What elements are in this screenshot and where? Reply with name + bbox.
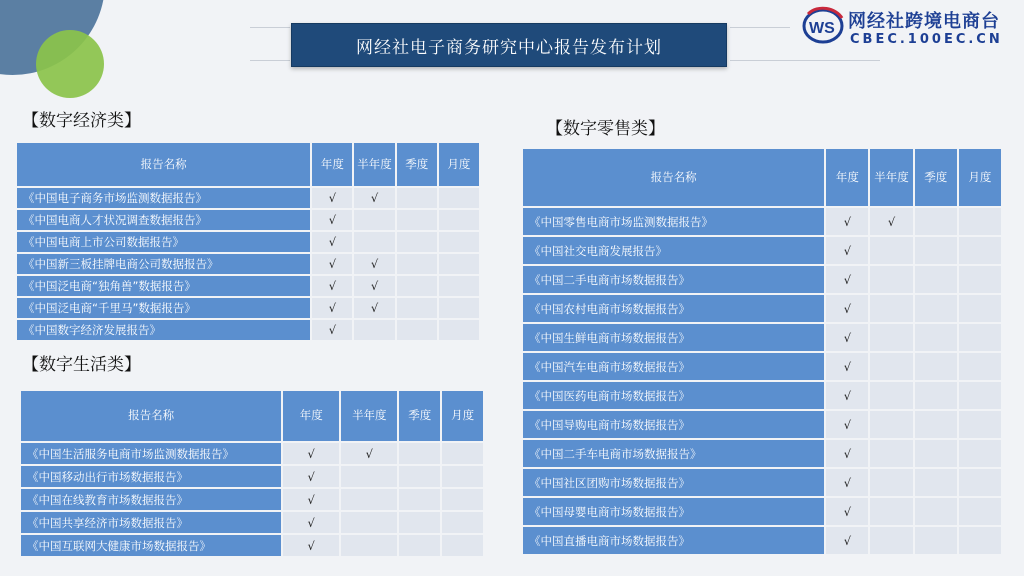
annual-cell: √: [826, 295, 868, 322]
month-cell: [959, 440, 1001, 467]
table-row: [17, 232, 479, 252]
column-header-report-name: 报告名称: [523, 149, 824, 206]
annual-cell: √: [312, 210, 352, 230]
report-name-cell: 《中国在线教育市场数据报告》: [21, 489, 281, 510]
section-title-digital-life: 【数字生活类】: [22, 355, 141, 375]
table-row: [523, 208, 1001, 235]
table-row: [523, 382, 1001, 409]
report-name-cell: 《中国母婴电商市场数据报告》: [523, 498, 824, 525]
section-title-digital-economy: 【数字经济类】: [22, 111, 141, 131]
month-cell: [959, 266, 1001, 293]
column-header-quarter: 季度: [397, 143, 437, 186]
half-year-cell: [341, 535, 397, 556]
half-year-cell: [870, 324, 912, 351]
column-header-half-year: 半年度: [341, 391, 397, 441]
half-year-cell: [870, 353, 912, 380]
column-header-quarter: 季度: [915, 149, 957, 206]
half-year-cell: [354, 232, 394, 252]
month-cell: [442, 489, 483, 510]
table-row: [523, 411, 1001, 438]
half-year-cell: √: [870, 208, 912, 235]
quarter-cell: [397, 298, 437, 318]
quarter-cell: [915, 266, 957, 293]
report-name-cell: 《中国新三板挂牌电商公司数据报告》: [17, 254, 310, 274]
quarter-cell: [399, 466, 440, 487]
half-year-cell: [870, 266, 912, 293]
quarter-cell: [915, 498, 957, 525]
month-cell: [959, 469, 1001, 496]
column-header-half-year: 半年度: [870, 149, 912, 206]
decorative-line: [250, 60, 290, 61]
quarter-cell: [399, 512, 440, 533]
logo-icon: [800, 2, 846, 48]
table-row: [523, 469, 1001, 496]
report-name-cell: 《中国互联网大健康市场数据报告》: [21, 535, 281, 556]
logo: [800, 2, 1024, 52]
column-header-half-year: 半年度: [354, 143, 394, 186]
quarter-cell: [399, 489, 440, 510]
month-cell: [439, 254, 479, 274]
half-year-cell: [341, 466, 397, 487]
quarter-cell: [915, 237, 957, 264]
column-header-month: 月度: [959, 149, 1001, 206]
half-year-cell: [870, 498, 912, 525]
logo-english-text: CBEC.100EC.CN: [850, 32, 1003, 47]
half-year-cell: √: [354, 254, 394, 274]
report-name-cell: 《中国泛电商“千里马”数据报告》: [17, 298, 310, 318]
annual-cell: √: [826, 382, 868, 409]
column-header-annual: 年度: [826, 149, 868, 206]
month-cell: [959, 208, 1001, 235]
month-cell: [959, 382, 1001, 409]
decorative-circle-green: [36, 30, 104, 98]
annual-cell: √: [826, 237, 868, 264]
quarter-cell: [915, 382, 957, 409]
quarter-cell: [399, 535, 440, 556]
annual-cell: √: [312, 320, 352, 340]
annual-cell: √: [826, 411, 868, 438]
report-name-cell: 《中国生活服务电商市场监测数据报告》: [21, 443, 281, 464]
quarter-cell: [397, 188, 437, 208]
report-name-cell: 《中国二手车电商市场数据报告》: [523, 440, 824, 467]
report-name-cell: 《中国社区团购市场数据报告》: [523, 469, 824, 496]
annual-cell: √: [312, 232, 352, 252]
digital-retail-table: [521, 147, 1003, 556]
half-year-cell: [870, 382, 912, 409]
annual-cell: √: [283, 489, 339, 510]
report-name-cell: 《中国生鲜电商市场数据报告》: [523, 324, 824, 351]
quarter-cell: [397, 210, 437, 230]
column-header-quarter: 季度: [399, 391, 440, 441]
half-year-cell: [870, 237, 912, 264]
half-year-cell: [341, 489, 397, 510]
column-header-annual: 年度: [283, 391, 339, 441]
annual-cell: √: [826, 527, 868, 554]
report-name-cell: 《中国直播电商市场数据报告》: [523, 527, 824, 554]
quarter-cell: [915, 324, 957, 351]
quarter-cell: [397, 276, 437, 296]
table-row: [523, 237, 1001, 264]
report-name-cell: 《中国移动出行市场数据报告》: [21, 466, 281, 487]
digital-life-table: [19, 389, 485, 558]
table-row: [21, 466, 483, 487]
report-name-cell: 《中国电商人才状况调查数据报告》: [17, 210, 310, 230]
quarter-cell: [915, 440, 957, 467]
quarter-cell: [397, 232, 437, 252]
table-row: [523, 527, 1001, 554]
report-name-cell: 《中国农村电商市场数据报告》: [523, 295, 824, 322]
section-title-digital-retail: 【数字零售类】: [546, 119, 665, 139]
column-header-report-name: 报告名称: [21, 391, 281, 441]
annual-cell: √: [826, 498, 868, 525]
annual-cell: √: [283, 512, 339, 533]
half-year-cell: [870, 527, 912, 554]
annual-cell: √: [826, 469, 868, 496]
month-cell: [959, 353, 1001, 380]
month-cell: [439, 298, 479, 318]
month-cell: [439, 276, 479, 296]
half-year-cell: [870, 295, 912, 322]
table-row: [17, 276, 479, 296]
table-row: [21, 489, 483, 510]
quarter-cell: [915, 527, 957, 554]
annual-cell: √: [312, 188, 352, 208]
report-name-cell: 《中国电子商务市场监测数据报告》: [17, 188, 310, 208]
half-year-cell: [341, 512, 397, 533]
column-header-report-name: 报告名称: [17, 143, 310, 186]
half-year-cell: [354, 320, 394, 340]
month-cell: [959, 498, 1001, 525]
report-name-cell: 《中国共享经济市场数据报告》: [21, 512, 281, 533]
annual-cell: √: [312, 276, 352, 296]
report-name-cell: 《中国社交电商发展报告》: [523, 237, 824, 264]
month-cell: [442, 466, 483, 487]
table-row: [523, 266, 1001, 293]
annual-cell: √: [826, 208, 868, 235]
half-year-cell: [870, 440, 912, 467]
month-cell: [442, 443, 483, 464]
svg-text:WS: WS: [809, 20, 835, 37]
month-cell: [439, 188, 479, 208]
month-cell: [959, 324, 1001, 351]
table-row: [523, 353, 1001, 380]
quarter-cell: [915, 295, 957, 322]
column-header-month: 月度: [442, 391, 483, 441]
table-row: [21, 443, 483, 464]
month-cell: [439, 320, 479, 340]
quarter-cell: [397, 320, 437, 340]
half-year-cell: [870, 469, 912, 496]
report-name-cell: 《中国数字经济发展报告》: [17, 320, 310, 340]
table-row: [21, 535, 483, 556]
month-cell: [959, 527, 1001, 554]
decorative-line: [250, 27, 290, 28]
annual-cell: √: [312, 254, 352, 274]
half-year-cell: √: [354, 298, 394, 318]
annual-cell: √: [283, 443, 339, 464]
page-title: 网经社电子商务研究中心报告发布计划: [291, 23, 727, 67]
quarter-cell: [915, 411, 957, 438]
decorative-line: [730, 60, 880, 61]
annual-cell: √: [826, 353, 868, 380]
half-year-cell: [870, 411, 912, 438]
digital-economy-table: [15, 141, 481, 342]
quarter-cell: [915, 353, 957, 380]
table-row: [17, 210, 479, 230]
quarter-cell: [915, 469, 957, 496]
report-name-cell: 《中国零售电商市场监测数据报告》: [523, 208, 824, 235]
report-name-cell: 《中国泛电商“独角兽”数据报告》: [17, 276, 310, 296]
annual-cell: √: [826, 324, 868, 351]
month-cell: [439, 210, 479, 230]
half-year-cell: √: [354, 276, 394, 296]
table-row: [17, 320, 479, 340]
table-row: [523, 324, 1001, 351]
decorative-line: [730, 27, 790, 28]
month-cell: [439, 232, 479, 252]
annual-cell: √: [312, 298, 352, 318]
quarter-cell: [397, 254, 437, 274]
logo-chinese-text: 网经社跨境电商台: [848, 11, 1000, 32]
annual-cell: √: [826, 266, 868, 293]
month-cell: [959, 295, 1001, 322]
annual-cell: √: [283, 535, 339, 556]
table-row: [21, 512, 483, 533]
month-cell: [959, 411, 1001, 438]
month-cell: [442, 535, 483, 556]
report-name-cell: 《中国医药电商市场数据报告》: [523, 382, 824, 409]
table-row: [17, 254, 479, 274]
half-year-cell: [354, 210, 394, 230]
column-header-annual: 年度: [312, 143, 352, 186]
table-row: [17, 188, 479, 208]
table-row: [523, 440, 1001, 467]
quarter-cell: [399, 443, 440, 464]
annual-cell: √: [283, 466, 339, 487]
table-row: [523, 295, 1001, 322]
annual-cell: √: [826, 440, 868, 467]
report-name-cell: 《中国电商上市公司数据报告》: [17, 232, 310, 252]
column-header-month: 月度: [439, 143, 479, 186]
quarter-cell: [915, 208, 957, 235]
half-year-cell: √: [354, 188, 394, 208]
half-year-cell: √: [341, 443, 397, 464]
month-cell: [959, 237, 1001, 264]
table-row: [17, 298, 479, 318]
report-name-cell: 《中国导购电商市场数据报告》: [523, 411, 824, 438]
report-name-cell: 《中国汽车电商市场数据报告》: [523, 353, 824, 380]
report-name-cell: 《中国二手电商市场数据报告》: [523, 266, 824, 293]
table-row: [523, 498, 1001, 525]
month-cell: [442, 512, 483, 533]
